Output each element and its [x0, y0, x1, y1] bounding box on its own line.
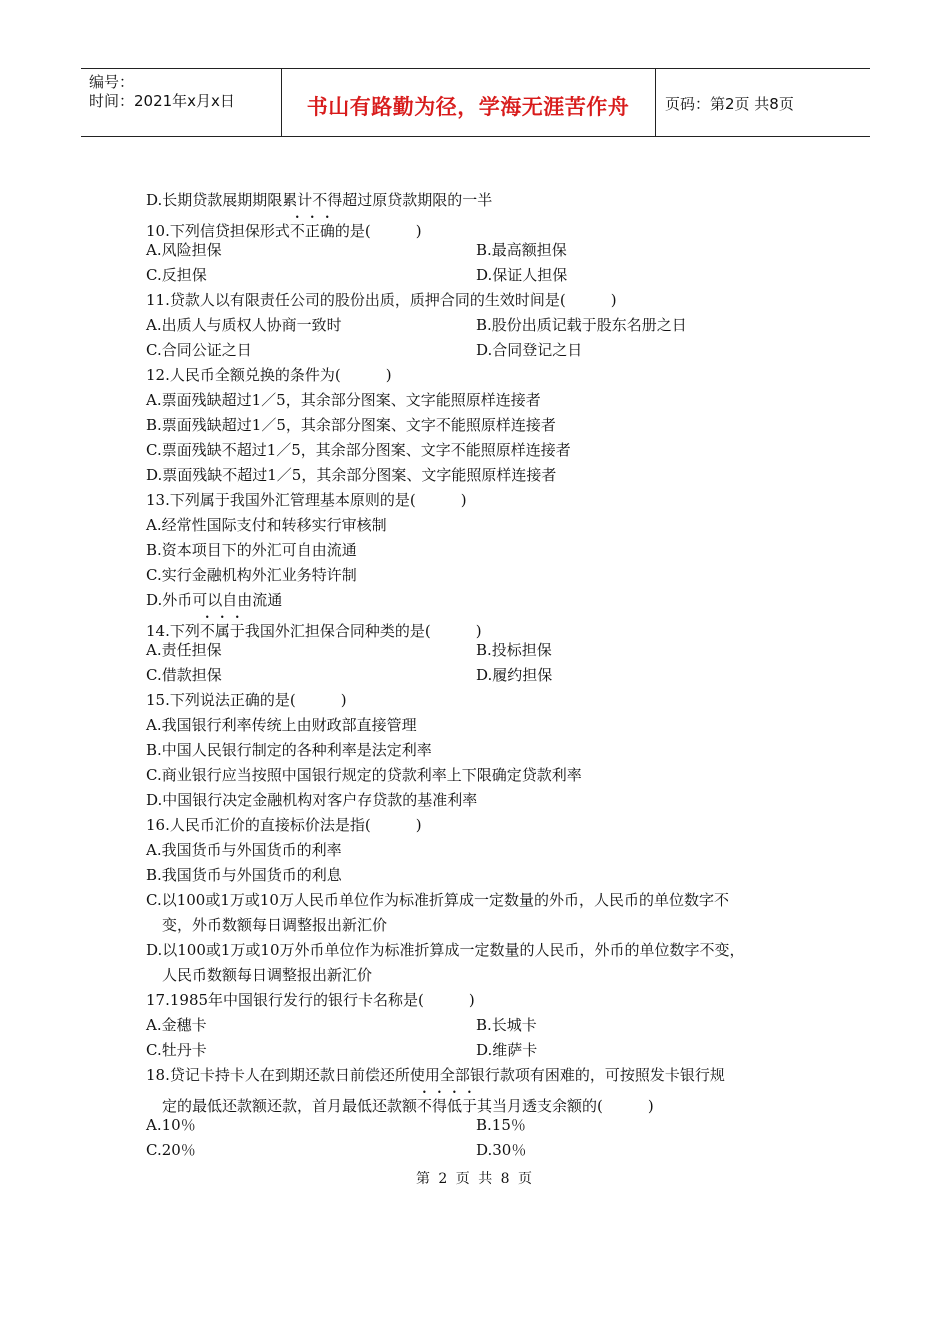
option-b: B.投标担保: [476, 641, 552, 659]
option-a: A.我国银行利率传统上由财政部直接管理: [146, 716, 417, 734]
question-10: [146, 213, 826, 238]
number-label: 编号：: [89, 73, 135, 91]
option-c: C.20％: [146, 1141, 196, 1159]
options-row: [146, 1013, 826, 1038]
header-meta: [89, 73, 235, 111]
question-18: 18.贷记卡持卡人在到期还款日前偿还所使用全部银行款项有困难的，可按照发卡银行规: [146, 1066, 725, 1084]
option-b: B.股份出质记载于股东名册之日: [476, 316, 687, 334]
option-b: B.票面残缺超过1／5，其余部分图案、文字不能照原样连接者: [146, 416, 556, 434]
options-row: [146, 638, 826, 663]
option-a: A.票面残缺超过1／5，其余部分图案、文字能照原样连接者: [146, 391, 541, 409]
header-motto: 书山有路勤为径，学海无涯苦作舟: [306, 95, 630, 119]
emphasis-text: 不得低于: [417, 1097, 478, 1115]
option-c: C.合同公证之日: [146, 341, 252, 359]
emphasis-text: 不正确: [289, 222, 335, 240]
time-label: 时间：2021年x月x日: [89, 92, 235, 110]
option-c: C.反担保: [146, 266, 207, 284]
page-footer: 第 2 页 共 8 页: [415, 1171, 535, 1187]
option-a: A.出质人与质权人协商一致时: [146, 316, 342, 334]
question-text: 其当月透支余额的( ): [477, 1097, 654, 1115]
emphasis-text: 不属于: [199, 622, 245, 640]
options-row: [146, 1138, 826, 1163]
options-row: [146, 663, 826, 688]
document-body: [146, 188, 826, 1163]
option-b: B.最高额担保: [476, 241, 567, 259]
question-11: 11.贷款人以有限责任公司的股份出质，质押合同的生效时间是( ): [146, 291, 617, 309]
header-divider: [655, 69, 656, 136]
option-d: D.外币可以自由流通: [146, 591, 283, 609]
option-c: C.借款担保: [146, 666, 222, 684]
question-text: 的是( ): [334, 222, 422, 240]
option-c: C.以100或1万或10万人民币单位作为标准折算成一定数量的外币，人民币的单位数字不: [146, 891, 729, 909]
question-text: 我国外汇担保合同种类的是( ): [244, 622, 482, 640]
option-c: C.商业银行应当按照中国银行规定的贷款利率上下限确定贷款利率: [146, 766, 582, 784]
question-text: 定的最低还款额还款，首月最低还款额: [162, 1097, 418, 1115]
option-a: A.10％: [146, 1116, 196, 1134]
option-a: A.经常性国际支付和转移实行审核制: [146, 516, 387, 534]
header-page-info: 页码：第2页 共8页: [665, 95, 794, 113]
option-d: D.维萨卡: [476, 1041, 538, 1059]
option-d: D.中国银行决定金融机构对客户存贷款的基准利率: [146, 791, 478, 809]
option-d: D.保证人担保: [476, 266, 568, 284]
question-15: 15.下列说法正确的是( ): [146, 691, 347, 709]
page-header: [81, 68, 870, 137]
option-c: C.票面残缺不超过1／5，其余部分图案、文字不能照原样连接者: [146, 441, 571, 459]
option-b: B.我国货币与外国货币的利息: [146, 866, 342, 884]
option-d: D.合同登记之日: [476, 341, 583, 359]
option-d: D.30％: [476, 1141, 527, 1159]
option-c: C.牡丹卡: [146, 1041, 207, 1059]
options-row: [146, 338, 826, 363]
option-a: A.金穗卡: [146, 1016, 207, 1034]
option-a: A.风险担保: [146, 241, 222, 259]
question-text: 14.下列: [146, 622, 200, 640]
question-text: 10.下列信贷担保形式: [146, 222, 290, 240]
option-d: D.履约担保: [476, 666, 553, 684]
question-12: 12.人民币全额兑换的条件为( ): [146, 366, 392, 384]
option-c-continued: 变，外币数额每日调整报出新汇价: [162, 916, 388, 934]
option-a: A.责任担保: [146, 641, 222, 659]
question-13: 13.下列属于我国外汇管理基本原则的是( ): [146, 491, 467, 509]
option-line: D.长期贷款展期期限累计不得超过原贷款期限的一半: [146, 191, 493, 209]
question-16: 16.人民币汇价的直接标价法是指( ): [146, 816, 422, 834]
option-b: B.15％: [476, 1116, 526, 1134]
option-d: D.票面残缺不超过1／5，其余部分图案、文字能照原样连接者: [146, 466, 557, 484]
options-row: [146, 238, 826, 263]
option-d: D.以100或1万或10万外币单位作为标准折算成一定数量的人民币，外币的单位数字不变，: [146, 941, 745, 959]
question-17: 17.1985年中国银行发行的银行卡名称是( ): [146, 991, 475, 1009]
option-b: B.资本项目下的外汇可自由流通: [146, 541, 357, 559]
option-b: B.中国人民银行制定的各种利率是法定利率: [146, 741, 432, 759]
options-row: [146, 1038, 826, 1063]
option-b: B.长城卡: [476, 1016, 537, 1034]
options-row: [146, 1113, 826, 1138]
option-a: A.我国货币与外国货币的利率: [146, 841, 342, 859]
options-row: [146, 263, 826, 288]
option-d-continued: 人民币数额每日调整报出新汇价: [162, 966, 373, 984]
option-c: C.实行金融机构外汇业务特许制: [146, 566, 357, 584]
options-row: [146, 313, 826, 338]
question-18-continued: [146, 1088, 826, 1113]
question-14: [146, 613, 826, 638]
